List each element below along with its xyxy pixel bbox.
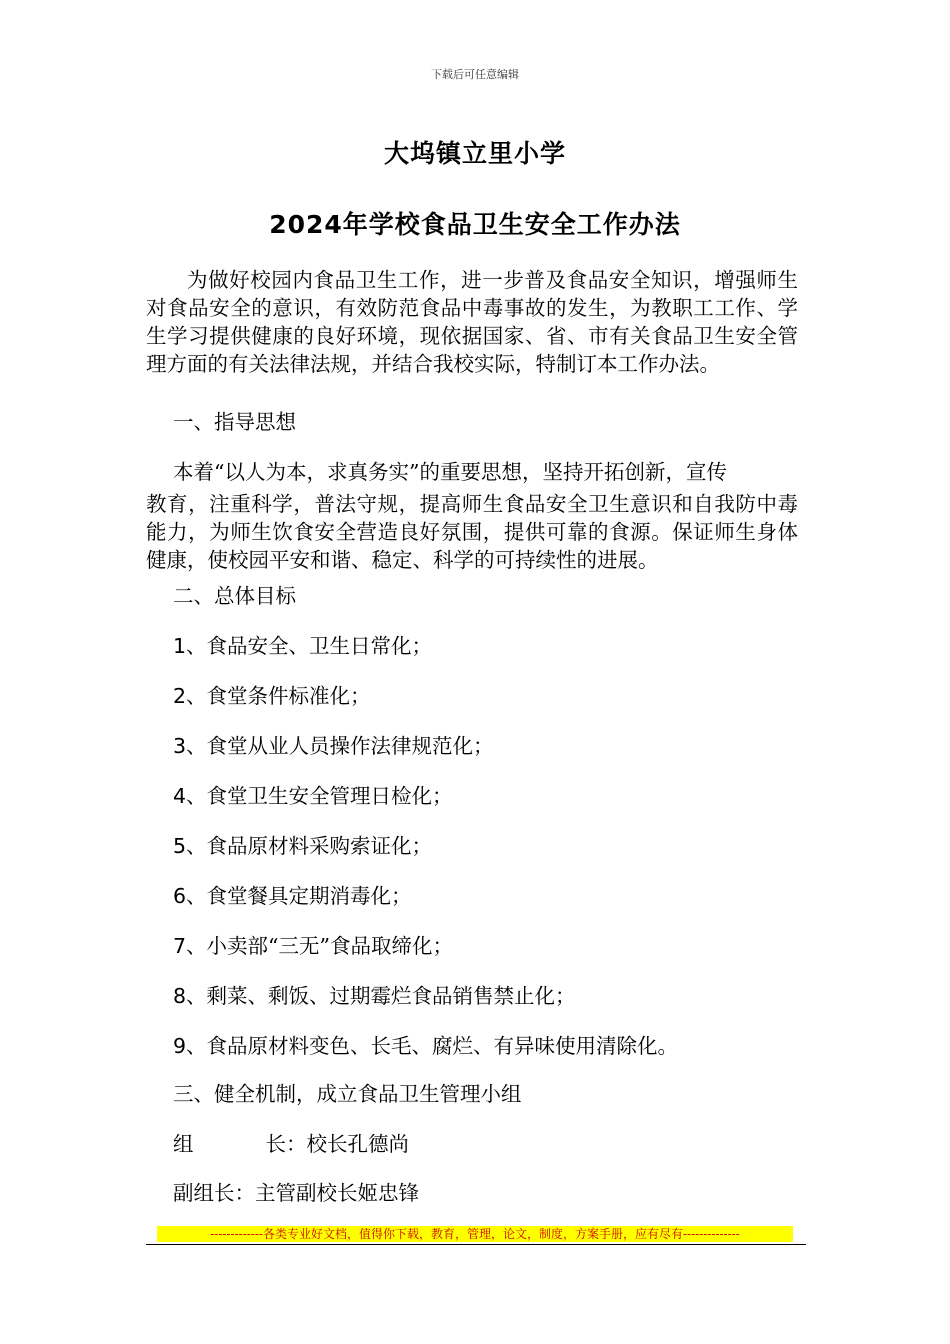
deputy-leader-line: 副组长：主管副校长姬忠锋: [173, 1181, 419, 1205]
goal-item-text: 、食堂从业人员操作法律规范化；: [186, 734, 494, 758]
goal-item-number: 9: [173, 1034, 187, 1058]
goal-item-text: 、食品安全、卫生日常化；: [186, 634, 433, 658]
goal-item-text: 、食堂条件标准化；: [186, 684, 371, 708]
goal-item-number: 1: [173, 634, 187, 658]
goal-item-1: [173, 629, 432, 659]
goal-item-text: 、剩菜、剩饭、过期霉烂食品销售禁止化；: [186, 984, 576, 1008]
goal-item-number: 4: [173, 784, 187, 808]
goal-item-4: [173, 779, 453, 809]
section-1-first-line: 本着“以人为本，求真务实”的重要思想，坚持开拓创新，宣传: [173, 460, 727, 484]
goal-item-2: [173, 679, 371, 709]
goal-item-3: [173, 729, 494, 759]
section-2-heading: 二、总体目标: [173, 584, 296, 608]
goal-item-number: 8: [173, 984, 187, 1008]
goal-item-9: [173, 1029, 678, 1059]
goal-item-text: 、食堂卫生安全管理日检化；: [186, 784, 453, 808]
goal-item-6: [173, 879, 412, 909]
footer-divider: [146, 1244, 806, 1245]
goal-item-number: 7: [173, 934, 187, 958]
goal-item-5: [173, 829, 432, 859]
goal-item-number: 2: [173, 684, 187, 708]
goal-item-text: 、小卖部“三无”食品取缔化；: [186, 934, 454, 958]
goal-item-text: 、食堂餐具定期消毒化；: [186, 884, 412, 908]
group-leader-label-start: 组: [173, 1132, 194, 1156]
footer-banner: -------------各类专业好文档，值得你下载，教育，管理，论文，制度，方案手册，应有尽有--------------: [157, 1226, 793, 1242]
goal-item-number: 6: [173, 884, 187, 908]
school-title: 大坞镇立里小学: [383, 139, 566, 168]
intro-paragraph: 为做好校园内食品卫生工作，进一步普及食品安全知识，增强师生对食品安全的意识，有效防范食品中毒事故的发生，为教职工工作、学生学习提供健康的良好环境，现依据国家、省、市有关食品卫生安全管理方面的有关法律法规，并结合我校实际，特制订本工作办法。: [146, 268, 798, 376]
section-1-heading: 一、指导思想: [173, 410, 296, 434]
page-header-note: 下载后可任意编辑: [431, 68, 519, 81]
goal-item-text: 、食品原材料采购索证化；: [186, 834, 433, 858]
group-leader-label-end: 长：校长孔德尚: [265, 1132, 409, 1156]
section-1-paragraph: 教育，注重科学，普法守规，提高师生食品安全卫生意识和自我防中毒能力，为师生饮食安全营造良好氛围，提供可靠的食源。保证师生身体健康，使校园平安和谐、稳定、科学的可持续性的进展。: [146, 492, 798, 572]
goal-item-8: [173, 979, 576, 1009]
document-title: 2024年学校食品卫生安全工作办法: [269, 210, 681, 239]
goal-item-7: [173, 929, 453, 959]
goal-item-number: 3: [173, 734, 187, 758]
section-3-heading: 三、健全机制，成立食品卫生管理小组: [173, 1082, 522, 1106]
goal-item-text: 、食品原材料变色、长毛、腐烂、有异味使用清除化。: [186, 1034, 679, 1058]
group-leader-line: [173, 1127, 409, 1157]
goal-item-number: 5: [173, 834, 187, 858]
